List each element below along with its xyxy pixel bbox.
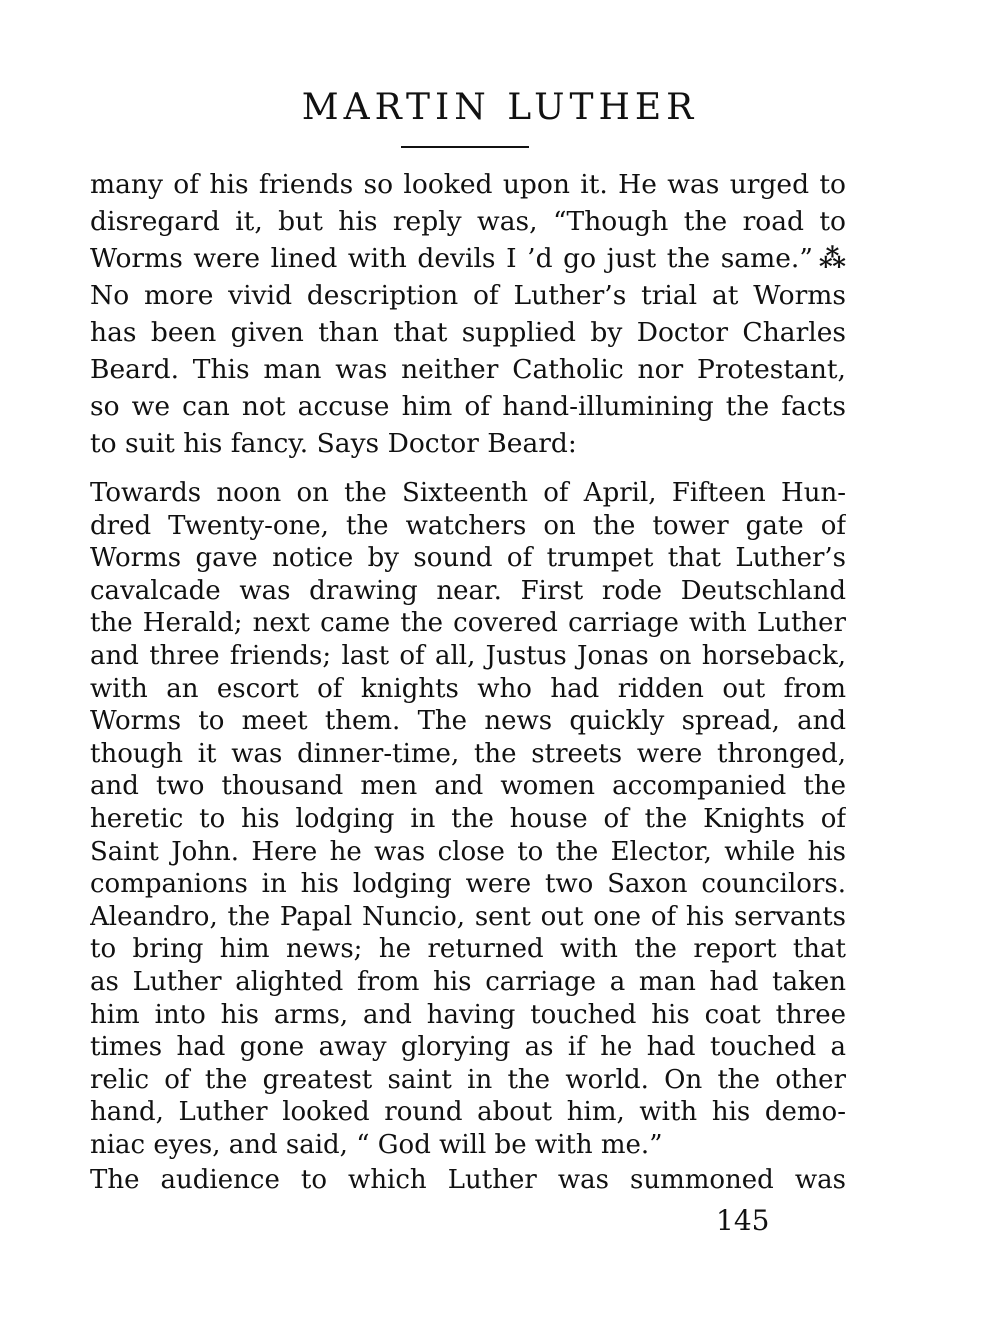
quote-line: hand, Luther looked round about him, with his demo- — [90, 1097, 846, 1128]
text-line: many of his friends so looked upon it. He was urged to — [90, 169, 846, 200]
text-line: has been given than that supplied by Doctor Charles — [90, 317, 846, 348]
paragraph-1 — [90, 166, 846, 462]
paragraph-2 — [90, 1163, 846, 1197]
text-line: No more vivid description of Luther’s trial at Worms — [90, 280, 846, 311]
quote-line: heretic to his lodging in the house of the Knights of — [90, 803, 846, 834]
text-line-with-ornament — [90, 240, 846, 277]
text-line: so we can not accuse him of hand-illumining the facts — [90, 391, 846, 422]
text-line: disregard it, but his reply was, “Though the road to — [90, 206, 846, 237]
quote-line: Towards noon on the Sixteenth of April, Fifteen Hun- — [90, 478, 846, 508]
quote-line: Worms gave notice by sound of trumpet that Luther’s — [90, 543, 846, 574]
quote-line: Saint John. Here he was close to the Elector, while his — [90, 836, 846, 867]
quote-line: niac eyes, and said, “ God will be with me.” — [90, 1129, 663, 1160]
quote-line: companions in his lodging were two Saxon councilors. — [90, 869, 846, 900]
text-line: Beard. This man was neither Catholic nor Protestant, — [90, 354, 846, 385]
quote-line: relic of the greatest saint in the world. On the other — [90, 1064, 846, 1095]
ornament-icon: ⁂ — [818, 243, 846, 274]
title-rule — [401, 146, 529, 148]
quote-line: dred Twenty-one, the watchers on the tower gate of — [90, 510, 846, 541]
quote-line: him into his arms, and having touched his coat three — [90, 999, 846, 1030]
quote-line: as Luther alighted from his carriage a man had taken — [90, 966, 846, 997]
quote-line: Aleandro, the Papal Nuncio, sent out one of his servants — [90, 901, 846, 932]
quote-line: and two thousand men and women accompanied the — [90, 771, 846, 802]
quote-line: Worms to meet them. The news quickly spread, and — [90, 706, 846, 737]
running-title: MARTIN LUTHER — [301, 87, 699, 128]
quote-line: with an escort of knights who had ridden out from — [90, 673, 846, 704]
quote-line: to bring him news; he returned with the report that — [90, 934, 846, 965]
quote-line: times had gone away glorying as if he had touched a — [90, 1032, 846, 1063]
text-line: to suit his fancy. Says Doctor Beard: — [90, 428, 577, 459]
quote-line: cavalcade was drawing near. First rode Deutschland — [90, 575, 846, 606]
quote-line: and three friends; last of all, Justus Jonas on horseback, — [90, 640, 846, 671]
page-number: 145 — [716, 1204, 770, 1237]
text-line: Worms were lined with devils I ’d go just the same.” — [90, 243, 813, 274]
text-line: The audience to which Luther was summoned was — [90, 1165, 846, 1195]
quote-line: the Herald; next came the covered carriage with Luther — [90, 608, 846, 639]
quote-line: though it was dinner-time, the streets were thronged, — [90, 738, 846, 769]
block-quotation — [90, 477, 846, 1161]
